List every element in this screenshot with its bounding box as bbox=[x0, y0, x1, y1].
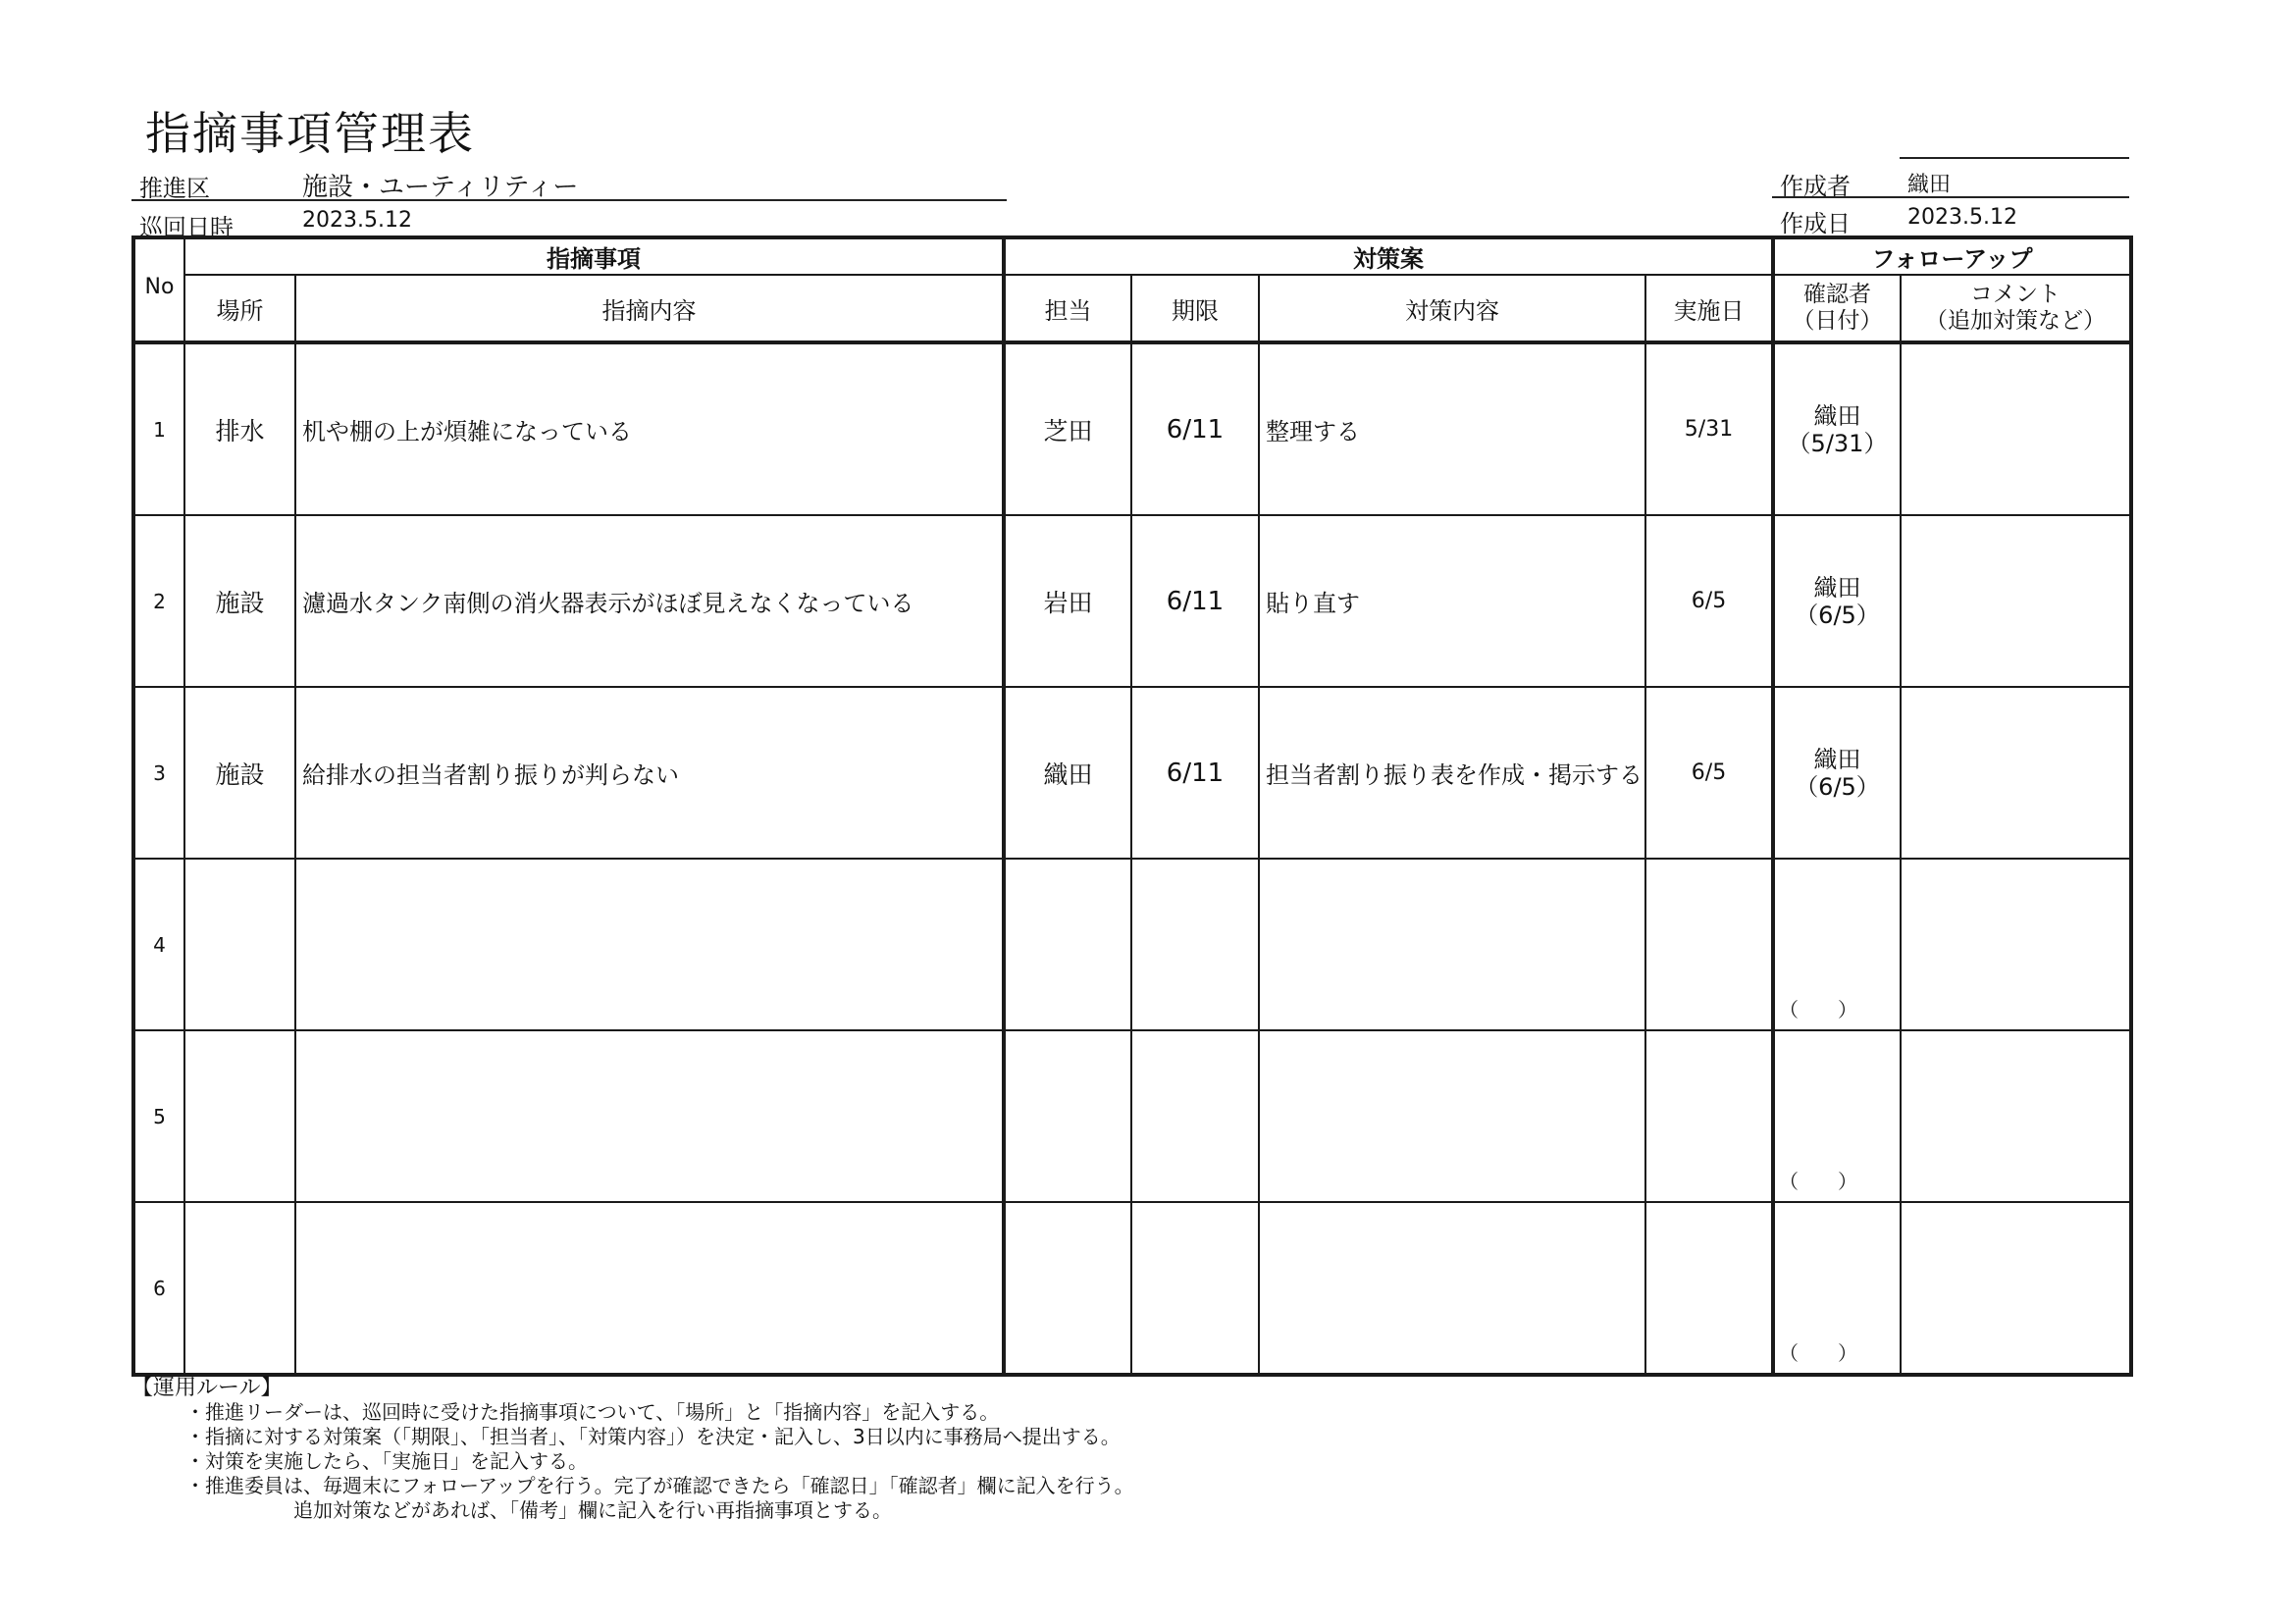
cell-measure: 整理する bbox=[1259, 342, 1645, 515]
patrol-date-value: 2023.5.12 bbox=[302, 208, 412, 233]
table-row bbox=[133, 1202, 2131, 1375]
col-impl-date: 実施日 bbox=[1645, 275, 1773, 342]
group-countermeasures: 対策案 bbox=[1004, 237, 1773, 275]
cell-assignee: 岩田 bbox=[1004, 515, 1131, 687]
confirm-date: （6/5） bbox=[1795, 601, 1880, 629]
cell-confirmer bbox=[1773, 687, 1901, 859]
cell-confirmer bbox=[1773, 342, 1901, 515]
cell-comment bbox=[1901, 1030, 2131, 1202]
cell-deadline: 6/11 bbox=[1131, 342, 1259, 515]
cell-deadline: 6/11 bbox=[1131, 687, 1259, 859]
confirm-date: （6/5） bbox=[1795, 772, 1880, 801]
col-no: No bbox=[133, 237, 184, 342]
cell-no: 5 bbox=[133, 1030, 184, 1202]
cell-content bbox=[295, 1202, 1004, 1375]
author-underline bbox=[1772, 196, 2129, 198]
cell-assignee: 芝田 bbox=[1004, 342, 1131, 515]
cell-place: 排水 bbox=[184, 342, 295, 515]
rule-item-continuation: 追加対策などがあれば、「備考」欄に記入を行い再指摘事項とする。 bbox=[293, 1498, 892, 1522]
rule-item: ・対策を実施したら、「実施日」を記入する。 bbox=[185, 1449, 588, 1473]
confirmer-name: 織田 bbox=[1813, 401, 1861, 430]
area-value: 施設・ユーティリティー bbox=[302, 173, 579, 202]
cell-impl-date: 6/5 bbox=[1645, 515, 1773, 687]
cell-comment bbox=[1901, 515, 2131, 687]
cell-measure bbox=[1259, 1030, 1645, 1202]
col-measure: 対策内容 bbox=[1259, 275, 1645, 342]
page-title: 指摘事項管理表 bbox=[145, 107, 475, 160]
table-row bbox=[133, 342, 2131, 515]
cell-impl-date bbox=[1645, 859, 1773, 1030]
table-row bbox=[133, 1030, 2131, 1202]
col-comment bbox=[1901, 275, 2131, 342]
cell-impl-date bbox=[1645, 1030, 1773, 1202]
cell-measure bbox=[1259, 1202, 1645, 1375]
group-findings: 指摘事項 bbox=[184, 237, 1004, 275]
confirm-date: （ ） bbox=[1779, 1170, 1857, 1193]
cell-comment bbox=[1901, 687, 2131, 859]
cell-assignee bbox=[1004, 859, 1131, 1030]
cell-no: 3 bbox=[133, 687, 184, 859]
author-value: 織田 bbox=[1907, 173, 1952, 197]
cell-no: 4 bbox=[133, 859, 184, 1030]
findings-table bbox=[131, 236, 2133, 1377]
cell-comment bbox=[1901, 1202, 2131, 1375]
author-label: 作成者 bbox=[1780, 173, 1851, 200]
created-value: 2023.5.12 bbox=[1907, 205, 2017, 230]
cell-deadline bbox=[1131, 1030, 1259, 1202]
rule-item: ・指摘に対する対策案（「期限」、「担当者」、「対策内容」）を決定・記入し、3日以内に事務局へ提出する。 bbox=[185, 1425, 1121, 1448]
cell-assignee: 織田 bbox=[1004, 687, 1131, 859]
table-row bbox=[133, 515, 2131, 687]
confirm-date: （5/31） bbox=[1787, 429, 1888, 457]
cell-place bbox=[184, 859, 295, 1030]
cell-deadline bbox=[1131, 1202, 1259, 1375]
cell-assignee bbox=[1004, 1202, 1131, 1375]
col-deadline: 期限 bbox=[1131, 275, 1259, 342]
col-comment-line1: コメント bbox=[1970, 282, 2061, 307]
confirmer-name: 織田 bbox=[1813, 573, 1861, 602]
cell-place: 施設 bbox=[184, 515, 295, 687]
operation-rules bbox=[131, 1376, 1134, 1523]
cell-measure: 貼り直す bbox=[1259, 515, 1645, 687]
col-confirmer-line2: （日付） bbox=[1792, 308, 1883, 334]
cell-no: 2 bbox=[133, 515, 184, 687]
cell-content bbox=[295, 1030, 1004, 1202]
rules-title: 【運用ルール】 bbox=[131, 1376, 283, 1400]
cell-impl-date: 5/31 bbox=[1645, 342, 1773, 515]
confirm-date: （ ） bbox=[1779, 998, 1857, 1021]
cell-confirmer bbox=[1773, 1030, 1901, 1202]
cell-place bbox=[184, 1202, 295, 1375]
cell-confirmer bbox=[1773, 515, 1901, 687]
group-followup: フォローアップ bbox=[1773, 237, 2131, 275]
cell-content bbox=[295, 859, 1004, 1030]
cell-confirmer bbox=[1773, 859, 1901, 1030]
rule-item: ・推進委員は、毎週末にフォローアップを行う。完了が確認できたら「確認日」「確認者」欄に記入を行う。 bbox=[185, 1474, 1134, 1497]
cell-content: 給排水の担当者割り振りが判らない bbox=[295, 687, 1004, 859]
cell-no: 1 bbox=[133, 342, 184, 515]
cell-impl-date bbox=[1645, 1202, 1773, 1375]
cell-impl-date: 6/5 bbox=[1645, 687, 1773, 859]
created-label: 作成日 bbox=[1780, 210, 1851, 237]
cell-comment bbox=[1901, 859, 2131, 1030]
cell-place bbox=[184, 1030, 295, 1202]
table-row bbox=[133, 859, 2131, 1030]
cell-place: 施設 bbox=[184, 687, 295, 859]
cell-measure: 担当者割り振り表を作成・掲示する bbox=[1259, 687, 1645, 859]
col-confirmer bbox=[1773, 275, 1901, 342]
cell-assignee bbox=[1004, 1030, 1131, 1202]
col-confirmer-line1: 確認者 bbox=[1803, 282, 1871, 307]
cell-deadline bbox=[1131, 859, 1259, 1030]
col-place: 場所 bbox=[184, 275, 295, 342]
col-assignee: 担当 bbox=[1004, 275, 1131, 342]
confirm-date: （ ） bbox=[1779, 1341, 1857, 1365]
table-row bbox=[133, 687, 2131, 859]
rule-item: ・推進リーダーは、巡回時に受けた指摘事項について、「場所」と「指摘内容」を記入する。 bbox=[185, 1400, 1000, 1424]
col-comment-line2: （追加対策など） bbox=[1925, 308, 2106, 334]
col-content: 指摘内容 bbox=[295, 275, 1004, 342]
cell-content: 濾過水タンク南側の消火器表示がほぼ見えなくなっている bbox=[295, 515, 1004, 687]
patrol-date-label: 巡回日時 bbox=[139, 214, 234, 241]
cell-deadline: 6/11 bbox=[1131, 515, 1259, 687]
cell-confirmer bbox=[1773, 1202, 1901, 1375]
area-label: 推進区 bbox=[139, 175, 210, 202]
confirmer-name: 織田 bbox=[1813, 745, 1861, 773]
cell-comment bbox=[1901, 342, 2131, 515]
author-overline bbox=[1900, 157, 2129, 159]
cell-measure bbox=[1259, 859, 1645, 1030]
cell-content: 机や棚の上が煩雑になっている bbox=[295, 342, 1004, 515]
cell-no: 6 bbox=[133, 1202, 184, 1375]
area-underline bbox=[131, 199, 1007, 201]
